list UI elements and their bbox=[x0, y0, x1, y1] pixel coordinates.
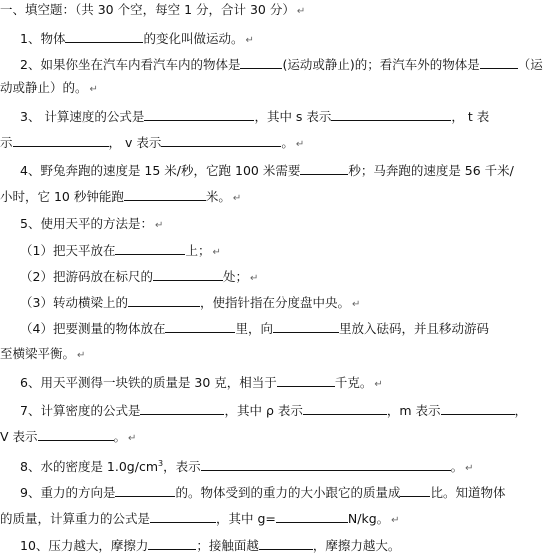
blank[interactable] bbox=[165, 320, 235, 333]
blank[interactable] bbox=[441, 402, 515, 415]
blank[interactable] bbox=[240, 56, 282, 69]
blank[interactable] bbox=[124, 188, 206, 201]
question-4-cont: 小时，它 10 秒钟能跑 米。 ↵ bbox=[0, 189, 242, 204]
question-10: 10、压力越大，摩擦力 ；接触面越 ，摩擦力越大。 bbox=[20, 538, 401, 553]
blank[interactable] bbox=[65, 30, 143, 43]
blank[interactable] bbox=[259, 537, 313, 550]
blank[interactable] bbox=[161, 134, 281, 147]
blank[interactable] bbox=[480, 56, 518, 69]
blank[interactable] bbox=[115, 484, 175, 497]
blank[interactable] bbox=[13, 134, 109, 147]
blank[interactable] bbox=[140, 402, 224, 415]
question-7-cont: V 表示 。 ↵ bbox=[0, 429, 137, 444]
blank[interactable] bbox=[273, 320, 339, 333]
blank[interactable] bbox=[38, 428, 114, 441]
question-5-step-2: （2）把游码放在标尺的 处； ↵ bbox=[20, 269, 259, 284]
question-5-step-4-cont: 至横梁平衡。 ↵ bbox=[0, 346, 86, 361]
question-9-cont: 的质量，计算重力的公式是 ，其中 g= N/kg。 ↵ bbox=[0, 511, 400, 526]
blank[interactable] bbox=[201, 458, 451, 471]
blank[interactable] bbox=[150, 510, 216, 523]
question-8: 8、水的密度是 $1.0g/cm^3$，表示 。 ↵ bbox=[20, 459, 474, 475]
blank[interactable] bbox=[144, 108, 254, 121]
section-heading: 一、填空题：（共 30 个空，每空 1 分，合计 30 分） ↵ bbox=[0, 2, 306, 17]
question-3: 3、 计算速度的公式是 ，其中 s 表示 ， t 表 bbox=[20, 109, 490, 124]
question-5-step-1: （1）把天平放在 上； ↵ bbox=[20, 243, 221, 258]
blank[interactable] bbox=[115, 242, 185, 255]
question-5: 5、使用天平的方法是： ↵ bbox=[20, 216, 164, 231]
question-4: 4、野兔奔跑的速度是 15 米/秒，它跑 100 米需要 秒；马奔跑的速度是 56 千米/ bbox=[20, 163, 514, 178]
blank[interactable] bbox=[128, 294, 200, 307]
blank[interactable] bbox=[300, 162, 348, 175]
blank[interactable] bbox=[153, 268, 223, 281]
paragraph-mark: ↵ bbox=[296, 6, 306, 17]
blank[interactable] bbox=[303, 402, 387, 415]
question-2: 2、如果你坐在汽车内看汽车内的物体是 (运动或静止)的；看汽车外的物体是 （运 bbox=[20, 57, 543, 72]
question-5-step-3: （3）转动横梁上的 ，使指针指在分度盘中央。 ↵ bbox=[20, 295, 361, 310]
question-1: 1、物体 的变化叫做运动。 ↵ bbox=[20, 31, 254, 46]
question-3-cont: 示 ， v 表示 。 ↵ bbox=[0, 135, 305, 150]
question-9: 9、重力的方向是 的。物体受到的重力的大小跟它的质量成 比。知道物体 bbox=[20, 485, 506, 500]
question-6: 6、用天平测得一块铁的质量是 30 克，相当于 千克。 ↵ bbox=[20, 375, 383, 390]
blank[interactable] bbox=[277, 374, 335, 387]
question-7: 7、计算密度的公式是 ，其中 ρ 表示 ，m 表示 ， bbox=[20, 403, 528, 418]
blank[interactable] bbox=[331, 108, 451, 121]
question-5-step-4: （4）把要测量的物体放在 里，向 里放入砝码，并且移动游码 bbox=[20, 321, 489, 336]
question-2-cont: 动或静止）的。 ↵ bbox=[0, 80, 98, 95]
blank[interactable] bbox=[276, 510, 348, 523]
blank[interactable] bbox=[400, 484, 430, 497]
blank[interactable] bbox=[148, 537, 196, 550]
